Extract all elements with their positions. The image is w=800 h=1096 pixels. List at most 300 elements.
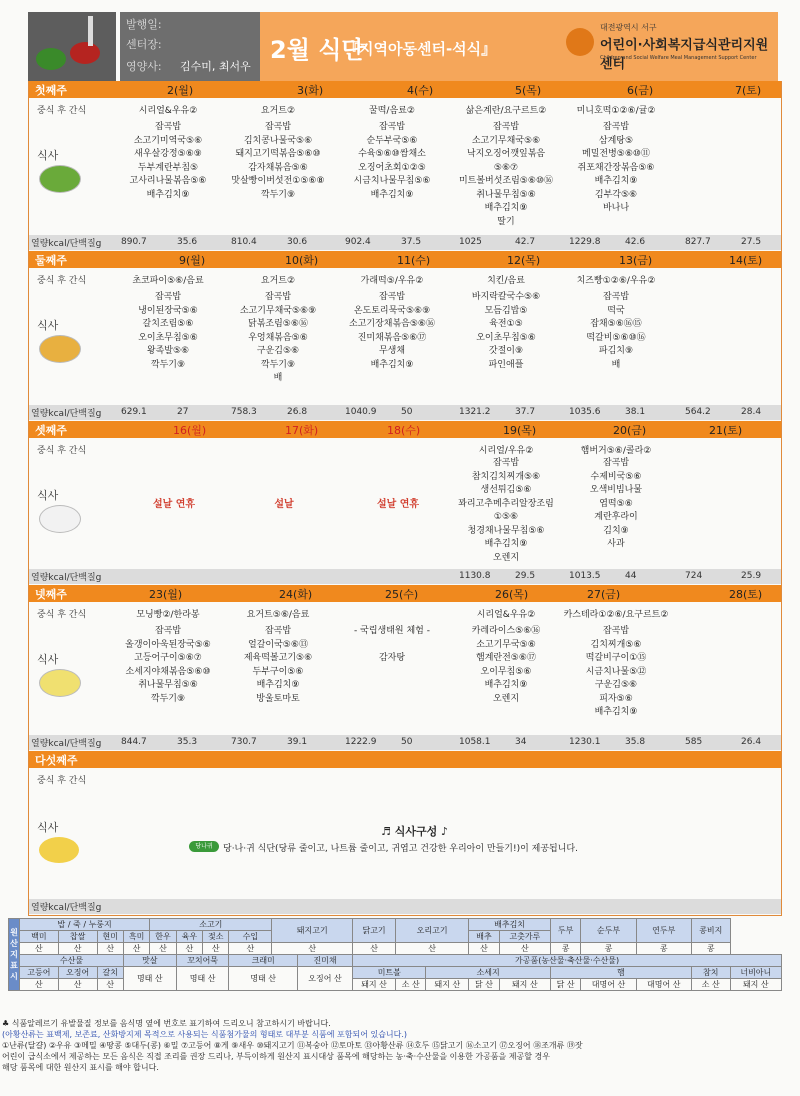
snack-item: 꿀떡/음료② <box>369 106 415 116</box>
calorie-value: 1058.1 <box>459 737 491 747</box>
menu-item: 돼지고기떡볶음⑤⑥⑩ <box>235 149 321 159</box>
food-illustration-icon <box>39 335 81 363</box>
org-line-3: Children and Social Welfare Meal Management Support Center <box>600 55 757 61</box>
origin-head: 두부 <box>550 919 580 943</box>
menu-item: 배추김치⑨ <box>370 189 414 200</box>
protein-value: 26.8 <box>287 407 308 417</box>
origin-mark: 산 <box>176 943 202 955</box>
origin-bean: 콩 <box>550 943 580 955</box>
menu-item: ①⑤⑥ <box>493 512 519 522</box>
origin-cell: 명태 산 <box>176 967 229 991</box>
origin-sub: 배추 <box>469 931 499 943</box>
menu-item: 소고기무채국⑤⑥⑨ <box>239 305 317 316</box>
menu-item: 파김치⑨ <box>598 346 634 356</box>
menu-item: 잡곡밥 <box>264 292 292 302</box>
meal-cell <box>563 625 669 720</box>
holiday-label: 설날 연휴 <box>376 499 420 510</box>
origin-head: 돼지고기 <box>272 919 353 943</box>
menu-item: 잡곡밥 <box>492 122 520 132</box>
protein-value: 35.6 <box>177 237 198 247</box>
menu-item: 구운김⑤⑥ <box>594 680 638 690</box>
nutrition-row <box>29 569 781 584</box>
origin-cell: 소 산 <box>691 979 730 991</box>
origin-head: 맛살 <box>123 955 176 967</box>
day-header: 28(토) <box>729 588 763 601</box>
day-header: 17(화) <box>285 424 319 437</box>
day-header: 3(화) <box>297 84 324 97</box>
menu-item: 낙지오징어깻잎볶음 <box>466 149 546 159</box>
menu-item: 잡곡밥 <box>378 292 406 302</box>
food-illustration-icon <box>39 505 81 533</box>
protein-value: 42.6 <box>625 237 646 247</box>
calorie-value: 730.7 <box>231 737 257 747</box>
origin-head: 연두부 <box>636 919 691 943</box>
menu-item: 청경채나물무침⑤⑥ <box>467 525 545 536</box>
dietitian-names: 김수미, 최서우 <box>180 60 251 73</box>
menu-item: 깍두기⑨ <box>150 359 186 370</box>
calorie-value: 1035.6 <box>569 407 601 417</box>
menu-item: 삼계탕⑤ <box>598 135 634 146</box>
origin-head: 콩비지 <box>691 919 730 943</box>
protein-value: 50 <box>401 737 413 747</box>
menu-item: 배추김치⑨ <box>484 203 528 213</box>
menu-item: 잡곡밥 <box>602 458 630 468</box>
origin-bean: 콩 <box>581 943 636 955</box>
menu-item: 온도토리묵국⑤⑥⑨ <box>353 305 431 316</box>
menu-item: 수제비국⑤⑥ <box>590 471 642 482</box>
week-3 <box>28 421 782 586</box>
origin-head: 순두부 <box>581 919 636 943</box>
origin-mark: 산 <box>353 943 396 955</box>
holiday-label: 설날 <box>274 499 294 510</box>
menu-item: 배 <box>273 373 283 383</box>
origin-mark: 산 <box>58 943 97 955</box>
snack-label: 중식 후 간식 <box>37 776 87 786</box>
origin-sub: 미트볼 <box>353 967 426 979</box>
menu-item: 생선튀김⑤⑥ <box>480 485 532 495</box>
allergy-notes <box>2 1018 762 1073</box>
origin-head: 크래미 <box>229 955 297 967</box>
note-line: ♣ 식품알레르기 유발물질 정보를 음식명 옆에 번호로 표기하여 드리오니 참고하시기 바랍니다. <box>2 1019 331 1028</box>
menu-item: 깍두기⑨ <box>150 693 186 704</box>
origin-cell: 대명어 산 <box>581 979 636 991</box>
calorie-value: 844.7 <box>121 737 147 747</box>
week-label: 셋째주 <box>35 424 67 437</box>
snack-item: 가래떡⑤/우유② <box>360 276 424 286</box>
menu-item: 제육떡볼고기⑤⑥ <box>243 653 313 663</box>
menu-item: 햄계란전⑤⑥⑰ <box>476 653 536 663</box>
org-line-1: 대전광역시 서구 <box>600 23 657 32</box>
menu-item: 오렌지 <box>492 693 520 704</box>
snack-item: 카스테라①②⑥/요구르트② <box>563 610 669 620</box>
menu-item: 순두부국⑤⑥ <box>366 135 418 146</box>
menu-item: 배추김치⑨ <box>256 680 300 690</box>
calorie-value: 890.7 <box>121 237 147 247</box>
menu-item: 취나물무침⑤⑥ <box>476 189 536 200</box>
calorie-value: 724 <box>685 571 703 581</box>
meal-cell <box>115 121 221 202</box>
origin-mark: 산 <box>58 979 97 991</box>
calorie-value: 810.4 <box>231 237 257 247</box>
calorie-value: 564.2 <box>685 407 711 417</box>
note-line: (아황산류는 표백제, 보존료, 산화방지제 목적으로 사용되는 식품첨가물의 형태로 대부분 식품에 포함되어 있습니다.) <box>2 1030 408 1039</box>
week-bar <box>29 585 781 602</box>
origin-sub: 수입 <box>229 931 272 943</box>
snack-item: 미니호떡①②⑥/귤② <box>576 106 656 116</box>
menu-item: 소고기무채국⑤⑥ <box>471 135 541 146</box>
menu-item: 딸기 <box>497 216 515 227</box>
calorie-value: 827.7 <box>685 237 711 247</box>
menu-item: 꽈리고추메추리알장조림 <box>458 498 554 509</box>
origin-sub: 오징어 <box>58 967 97 979</box>
origin-head: 진미채 <box>297 955 352 967</box>
protein-value: 27.5 <box>741 237 762 247</box>
origin-sub: 젖소 <box>203 931 229 943</box>
origin-head: 닭고기 <box>353 919 396 943</box>
menu-item: 잡채⑤⑥⑯⑮ <box>590 319 642 329</box>
origin-mark: 산 <box>203 943 229 955</box>
director-label: 센터장: <box>126 38 162 51</box>
menu-item: 갓절이⑨ <box>488 346 524 356</box>
snack-item: 치즈빵①②⑥/우유② <box>576 276 656 286</box>
origin-mark: 산 <box>20 979 59 991</box>
menu-item: 오이무침⑤⑥ <box>480 666 532 677</box>
day-header: 10(화) <box>285 254 319 267</box>
origin-cell: 돼지 산 <box>499 979 550 991</box>
menu-item: 김치콩나물국⑤⑥ <box>243 135 313 146</box>
week-label: 넷째주 <box>35 588 67 601</box>
week-5 <box>28 751 782 916</box>
origin-cell: 돼지 산 <box>426 979 469 991</box>
menu-item: 떡갈비구이①⑮ <box>585 653 647 663</box>
menu-item: 잡곡밥 <box>602 626 630 636</box>
origin-head: 소고기 <box>150 919 272 931</box>
day-header: 5(목) <box>515 84 542 97</box>
menu-item: 배추김치⑨ <box>146 189 190 200</box>
month-title: 2월 식단 <box>270 36 365 64</box>
meal-cell <box>453 457 559 565</box>
origin-cell: 돼지 산 <box>353 979 396 991</box>
origin-cell: 닭 산 <box>550 979 580 991</box>
protein-value: 37.7 <box>515 407 536 417</box>
origin-cell: 명태 산 <box>123 967 176 991</box>
origin-head: 꼬치어묵 <box>176 955 229 967</box>
protein-value: 34 <box>515 737 527 747</box>
origin-sub: 고등어 <box>20 967 59 979</box>
origin-mark: 산 <box>395 943 468 955</box>
day-header: 9(월) <box>179 254 206 267</box>
meal-cell <box>225 625 331 706</box>
origin-mark: 산 <box>97 943 123 955</box>
origin-head: 밥 / 죽 / 누룽지 <box>20 919 150 931</box>
snack-label: 중식 후 간식 <box>37 610 87 620</box>
menu-item: 육전①⑤ <box>489 319 523 329</box>
day-header: 12(목) <box>507 254 541 267</box>
origin-mark: 산 <box>499 943 550 955</box>
day-header: 24(화) <box>279 588 313 601</box>
menu-item: 배추김치⑨ <box>370 359 414 370</box>
menu-item: 참치김치찌개⑤⑥ <box>471 471 541 482</box>
menu-item: 잡곡밥 <box>264 122 292 132</box>
menu-item: 잡곡밥 <box>602 122 630 132</box>
menu-item: 소고기장채볶음⑤⑥⑯ <box>349 319 435 329</box>
menu-item: 새우살강정⑤⑥⑨ <box>134 149 202 159</box>
menu-item: 수육⑤⑥⑩쌈채소 <box>358 149 426 159</box>
week-2 <box>28 251 782 422</box>
origin-head: 배추김치 <box>469 919 551 931</box>
note-line: 해당 품목에 대한 원산지 표시를 해야 합니다. <box>2 1063 159 1072</box>
week-bar <box>29 421 781 438</box>
origin-bean: 콩 <box>691 943 730 955</box>
menu-item: 오렌지 <box>492 552 520 563</box>
calorie-value: 1230.1 <box>569 737 601 747</box>
menu-item: 김치찌개⑤⑥ <box>590 639 642 650</box>
origin-mark: 산 <box>123 943 149 955</box>
protein-value: 25.9 <box>741 571 762 581</box>
origin-sub: 참치 <box>691 967 730 979</box>
pepper-spoon-image <box>70 42 100 64</box>
origin-sub: 햄 <box>550 967 691 979</box>
meal-cell <box>339 291 445 372</box>
snack-item: 햄버거⑤⑥/콜라② <box>580 446 652 456</box>
meal-label: 식사 <box>37 319 59 332</box>
menu-item: 소세지야채볶음⑤⑥⑩ <box>125 666 211 677</box>
menu-item: 두부구이⑤⑥ <box>252 666 304 677</box>
week-bar <box>29 81 781 98</box>
menu-item: 얼갈이국⑤⑥⑬ <box>248 639 308 650</box>
org-logo <box>560 22 772 76</box>
danagwi-tag: 당나귀 <box>189 841 219 852</box>
meal-label: 식사 <box>37 489 59 502</box>
nutrition-label: 열량kcal/단백질g <box>31 573 102 583</box>
menu-item: 왕족발⑤⑥ <box>146 346 190 356</box>
day-header: 18(수) <box>387 424 421 437</box>
origin-mark: 산 <box>150 943 176 955</box>
origin-mark: 산 <box>229 943 272 955</box>
week-label: 첫째주 <box>35 84 67 97</box>
header-info <box>120 12 260 84</box>
menu-item: 잡곡밥 <box>378 122 406 132</box>
origin-cell: 명태 산 <box>229 967 297 991</box>
menu-item: 떡국 <box>607 305 625 316</box>
menu-item: 배 <box>611 359 621 370</box>
protein-value: 35.8 <box>625 737 646 747</box>
holiday-label: 설날 연휴 <box>152 499 196 510</box>
day-header: 26(목) <box>495 588 529 601</box>
origin-bean: 콩 <box>636 943 691 955</box>
origin-side-label: 원산지표시 <box>9 919 20 991</box>
origin-head: 가공품(농산물·축산물·수산물) <box>353 955 782 967</box>
nutrition-row <box>29 405 781 420</box>
menu-item: 닭볶조림⑤⑥⑯ <box>248 319 308 329</box>
calorie-value: 1130.8 <box>459 571 491 581</box>
meal-label: 식사 <box>37 821 59 834</box>
menu-item: 맛살빵이버섯전①⑤⑥⑧ <box>231 176 325 186</box>
menu-item: 바지락칼국수⑤⑥ <box>471 292 541 302</box>
menu-item: 떡갈비⑤⑥⑩⑯ <box>586 332 646 343</box>
menu-item: 김치⑨ <box>603 525 629 536</box>
menu-item: 카레라이스⑤⑥⑯ <box>471 626 541 636</box>
protein-value: 44 <box>625 571 637 581</box>
menu-item: 두부계란부침⑤ <box>137 162 199 173</box>
menu-item: 시금치나물무침⑤⑥ <box>353 176 431 186</box>
protein-value: 37.5 <box>401 237 422 247</box>
origin-sub: 갈치 <box>97 967 123 979</box>
menu-item: 메밀전병⑤⑥⑩⑪ <box>582 149 650 159</box>
sub-title: 『지역아동센터-석식』 <box>344 40 497 58</box>
origin-mark: 산 <box>20 943 59 955</box>
menu-item: 소고기미역국⑤⑥ <box>133 135 203 146</box>
snack-item: 요거트⑤⑥/음료 <box>246 610 310 620</box>
menu-item: 무생채 <box>378 346 406 356</box>
menu-item: 깍두기⑨ <box>260 189 296 200</box>
calorie-value: 1040.9 <box>345 407 377 417</box>
day-header: 23(월) <box>149 588 183 601</box>
header <box>28 12 786 84</box>
menu-item: 깍두기⑨ <box>260 359 296 370</box>
meal-label: 식사 <box>37 653 59 666</box>
meal-cell <box>453 625 559 706</box>
menu-item: 오색비빔나물 <box>589 485 643 495</box>
origin-sub: 한우 <box>150 931 176 943</box>
origin-table <box>8 918 782 1014</box>
menu-item: - 국립생태원 체험 - <box>354 626 430 636</box>
menu-item: 냉이된장국⑤⑥ <box>138 305 198 316</box>
protein-value: 42.7 <box>515 237 536 247</box>
protein-value: 30.6 <box>287 237 308 247</box>
week-4 <box>28 585 782 752</box>
meal-cell <box>339 121 445 202</box>
day-header: 19(목) <box>503 424 537 437</box>
calorie-value: 1222.9 <box>345 737 377 747</box>
origin-sub: 소세지 <box>426 967 550 979</box>
day-header: 11(수) <box>397 254 431 267</box>
meal-cell <box>563 457 669 552</box>
day-header: 14(토) <box>729 254 763 267</box>
menu-item: 잡곡밥 <box>154 292 182 302</box>
protein-value: 27 <box>177 407 189 417</box>
menu-item: 피자⑤⑥ <box>599 693 633 704</box>
calorie-value: 1321.2 <box>459 407 491 417</box>
menu-item: 미트볼버섯조림⑤⑥⑩⑯ <box>458 176 554 186</box>
menu-item: 엽떡⑤⑥ <box>599 498 633 509</box>
issue-date-label: 발행일: <box>126 18 162 31</box>
day-header: 13(금) <box>619 254 653 267</box>
snack-item: 모닝빵②/한라봉 <box>136 610 200 620</box>
snack-item: 요거트② <box>260 106 296 116</box>
origin-mark: 산 <box>272 943 353 955</box>
menu-item: 소고기무국⑤⑥ <box>476 639 536 650</box>
calorie-value: 585 <box>685 737 703 747</box>
protein-value: 35.3 <box>177 737 198 747</box>
origin-sub: 고춧가루 <box>499 931 550 943</box>
protein-value: 29.5 <box>515 571 536 581</box>
meal-cell <box>563 291 669 372</box>
title-banner <box>260 12 778 84</box>
snack-item: 치킨/음료 <box>487 276 525 286</box>
meal-cell <box>115 625 221 706</box>
snack-item: 시리얼&우유② <box>476 610 536 620</box>
calorie-value: 1229.8 <box>569 237 601 247</box>
day-header: 20(금) <box>613 424 647 437</box>
origin-sub: 백미 <box>20 931 59 943</box>
nutrition-label: 열량kcal/단백질g <box>31 903 102 913</box>
origin-head: 수산물 <box>20 955 124 967</box>
omelet-icon <box>39 837 79 863</box>
origin-sub: 찹쌀 <box>58 931 97 943</box>
menu-item: 시금치나물⑤⑫ <box>585 666 647 677</box>
origin-sub: 흑미 <box>123 931 149 943</box>
menu-item: 계란후라이 <box>594 512 638 522</box>
menu-item: 배추김치⑨ <box>594 707 638 717</box>
origin-cell: 오징어 산 <box>297 967 352 991</box>
origin-sub: 육우 <box>176 931 202 943</box>
calorie-value: 758.3 <box>231 407 257 417</box>
week-label: 다섯째주 <box>35 754 78 767</box>
origin-head: 오리고기 <box>395 919 468 943</box>
dietitian-label: 영양사: <box>126 60 162 73</box>
protein-value: 39.1 <box>287 737 308 747</box>
menu-item: 김부각⑤⑥ <box>594 189 638 200</box>
calorie-value: 902.4 <box>345 237 371 247</box>
protein-value: 50 <box>401 407 413 417</box>
origin-sub: 너비아니 <box>730 967 781 979</box>
meal-cell <box>563 121 669 216</box>
menu-item: 쥐포채간장볶음⑤⑥ <box>577 162 655 173</box>
menu-item: 잡곡밥 <box>602 292 630 302</box>
origin-cell: 돼지 산 <box>730 979 781 991</box>
menu-item: 모듬김밥⑤ <box>484 305 528 316</box>
menu-item: 취나물무침⑤⑥ <box>138 680 198 690</box>
menu-item <box>339 639 445 652</box>
origin-sub: 현미 <box>97 931 123 943</box>
note-line: ①난류(달걀) ②우유 ③메밀 ④땅콩 ⑤대두(콩) ⑥밀 ⑦고등어 ⑧게 ⑨새우 ⑩돼지고기 ⑪복숭아 ⑫토마토 ⑬아황산류 ⑭호두 ⑮닭고기 ⑯소고기 ⑰오징어 ⑱조개류 ⑲잣 <box>2 1041 583 1050</box>
nutrition-label: 열량kcal/단백질g <box>31 239 102 249</box>
day-header: 25(수) <box>385 588 419 601</box>
org-mark-icon <box>566 28 594 56</box>
meal-cell <box>339 625 445 665</box>
menu-item: 오징어초회①②⑤ <box>358 162 426 173</box>
meal-cell <box>115 291 221 372</box>
note-line: 어린이 급식소에서 제공하는 모든 음식은 직접 조리를 권장 드리나, 부득이하게 원산지 표시대상 품목에 해당하는 농·축·수산물을 이용한 가공품을 제공할 경우 <box>2 1052 550 1061</box>
menu-item: 구운김⑤⑥ <box>256 346 300 356</box>
menu-item: 잡곡밥 <box>492 458 520 468</box>
day-header: 2(월) <box>167 84 194 97</box>
nutrition-row <box>29 899 781 914</box>
meal-cell <box>225 121 331 202</box>
origin-cell: 닭 산 <box>469 979 499 991</box>
menu-item: 배추김치⑨ <box>484 539 528 549</box>
nutrition-row <box>29 235 781 250</box>
calorie-value: 1025 <box>459 237 482 247</box>
menu-item: 감자채볶음⑤⑥ <box>248 162 308 173</box>
menu-item: 오이초무침⑤⑥ <box>138 332 198 343</box>
week-1 <box>28 81 782 252</box>
day-header: 21(토) <box>709 424 743 437</box>
meal-set-title: ♬ 식사구성 ♪ <box>381 825 449 838</box>
origin-mark: 산 <box>97 979 123 991</box>
meal-cell <box>225 291 331 386</box>
snack-item: 초코파이⑤⑥/음료 <box>132 276 204 286</box>
week-bar <box>29 751 781 768</box>
spinach-spoon-image <box>36 48 66 70</box>
week-bar <box>29 251 781 268</box>
snack-item: 시리얼/우유② <box>478 446 534 456</box>
calorie-value: 629.1 <box>121 407 147 417</box>
meal-cell <box>453 291 559 372</box>
menu-item: 잡곡밥 <box>264 626 292 636</box>
menu-item: 잡곡밥 <box>154 626 182 636</box>
